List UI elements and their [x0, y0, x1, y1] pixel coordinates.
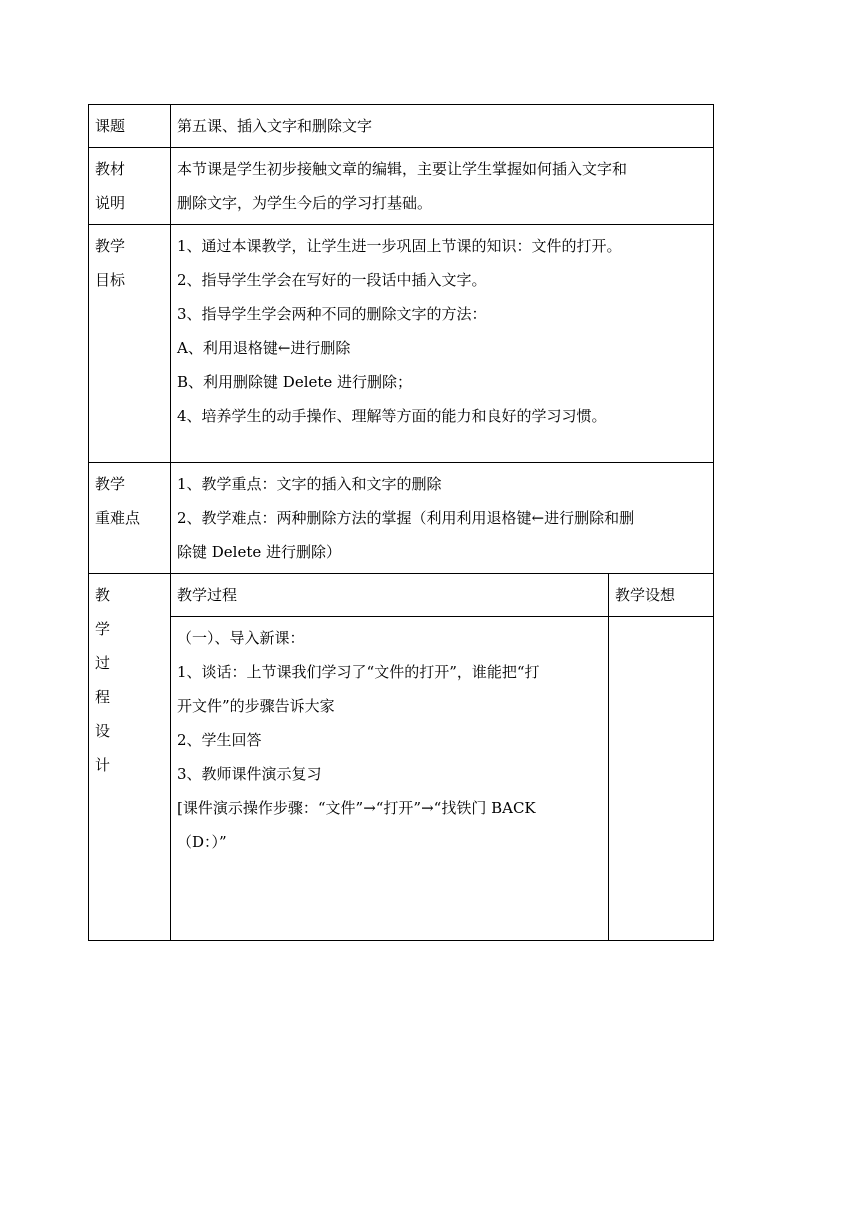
process-label-cell: [89, 574, 171, 941]
process-line: 3、教师课件演示复习: [177, 765, 322, 783]
keypoint-line: 2、教学难点：两种删除方法的掌握（利用利用退格键←进行删除和删: [177, 509, 635, 527]
process-line: 2、学生回答: [177, 731, 262, 749]
process-label-char: 设: [95, 722, 111, 740]
keypoints-label-line: 教学: [95, 475, 126, 493]
process-line: 1、谈话：上节课我们学习了“文件的打开”，谁能把“打: [177, 663, 540, 681]
row-material: [89, 148, 714, 225]
process-label-char: 计: [95, 756, 111, 774]
process-label-char: 学: [95, 620, 111, 638]
idea-content-cell: [609, 617, 714, 941]
process-label-char: 程: [95, 688, 111, 706]
process-label-char: 教: [95, 586, 111, 604]
process-header: 教学过程: [177, 586, 238, 604]
row-topic: [89, 105, 714, 148]
goals-label-line: 目标: [95, 271, 126, 289]
goal-line: 3、指导学生学会两种不同的删除文字的方法：: [177, 305, 487, 323]
material-label-line: 说明: [95, 194, 126, 212]
goal-line: B、利用删除键 Delete 进行删除；: [177, 373, 413, 391]
row-process-body: [89, 617, 714, 941]
process-line: （一）、导入新课：: [177, 629, 305, 647]
goals-label-cell: [89, 225, 171, 463]
idea-header-cell: [609, 574, 714, 617]
material-line: 删除文字，为学生今后的学习打基础。: [177, 194, 433, 212]
material-line: 本节课是学生初步接触文章的编辑，主要让学生掌握如何插入文字和: [177, 160, 628, 178]
goal-line: 4、培养学生的动手操作、理解等方面的能力和良好的学习习惯。: [177, 407, 607, 425]
process-line: 开文件”的步骤告诉大家: [177, 697, 335, 715]
goal-line: A、利用退格键←进行删除: [177, 339, 351, 357]
material-label-line: 教材: [95, 160, 126, 178]
keypoint-line: 1、教学重点：文字的插入和文字的删除: [177, 475, 442, 493]
row-keypoints: [89, 463, 714, 574]
topic-label-cell: [89, 105, 171, 148]
process-line: （D：）”: [177, 833, 227, 851]
keypoint-line: 除键 Delete 进行删除）: [177, 543, 342, 561]
goal-line: 1、通过本课教学，让学生进一步巩固上节课的知识：文件的打开。: [177, 237, 622, 255]
goals-content-cell: [171, 225, 714, 463]
process-content-cell: [171, 617, 609, 941]
topic-value: 第五课、插入文字和删除文字: [177, 117, 373, 135]
topic-label: 课题: [95, 117, 126, 135]
keypoints-label-cell: [89, 463, 171, 574]
row-goals: [89, 225, 714, 463]
keypoints-label-line: 重难点: [95, 509, 141, 527]
process-line: [课件演示操作步骤：“文件”→“打开”→“找铁门 BACK: [177, 799, 536, 817]
lesson-plan-table: [88, 104, 714, 941]
topic-value-cell: [171, 105, 714, 148]
idea-header: 教学设想: [615, 586, 676, 604]
material-label-cell: [89, 148, 171, 225]
material-content-cell: [171, 148, 714, 225]
process-header-cell: [171, 574, 609, 617]
process-label-char: 过: [95, 654, 111, 672]
row-process-header: [89, 574, 714, 617]
keypoints-content-cell: [171, 463, 714, 574]
goals-label-line: 教学: [95, 237, 126, 255]
goal-line: 2、指导学生学会在写好的一段话中插入文字。: [177, 271, 487, 289]
